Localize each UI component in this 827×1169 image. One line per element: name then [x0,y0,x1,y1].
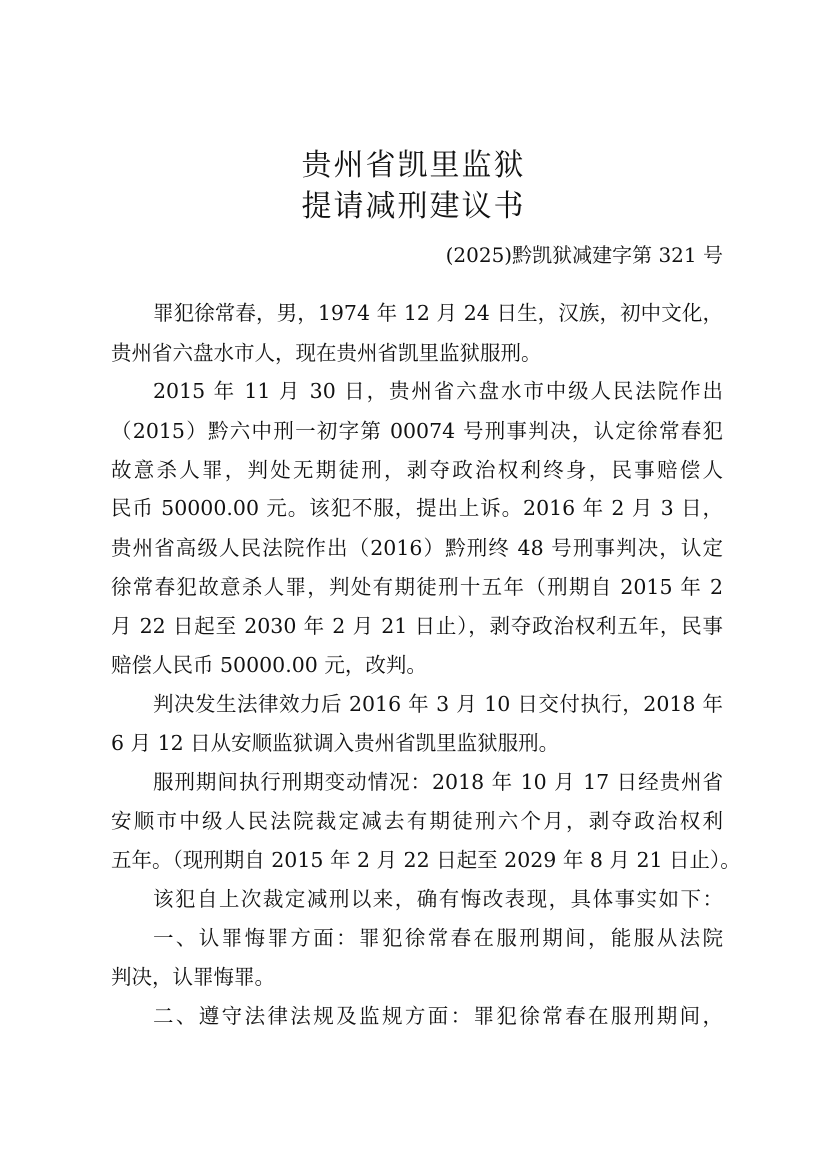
body-line: 五年。（现刑期自 2015 年 2 月 22 日起至 2029 年 8 月 21 日止）。 [111,848,741,872]
body-line: 徐常春犯故意杀人罪，判处有期徒刑十五年（刑期自 2015 年 2 [111,575,723,599]
body-line: （2015）黔六中刑一初字第 00074 号刑事判决，认定徐常春犯 [111,419,723,443]
body-line: 6 月 12 日从安顺监狱调入贵州省凯里监狱服刑。 [111,731,560,755]
body-line: 罪犯徐常春，男，1974 年 12 月 24 日生，汉族，初中文化， [153,301,723,325]
body-line: 二、遵守法律法规及监规方面：罪犯徐常春在服刑期间， [153,1004,723,1028]
document-number: (2025)黔凯狱减建字第 321 号 [445,243,723,267]
body-line: 该犯自上次裁定减刑以来，确有悔改表现，具体事实如下： [153,887,723,911]
body-line: 赔偿人民币 50000.00 元，改判。 [111,653,427,677]
body-line: 月 22 日起至 2030 年 2 月 21 日止），剥夺政治权利五年，民事 [111,614,723,638]
body-line: 判决，认罪悔罪。 [111,965,275,989]
body-line: 贵州省高级人民法院作出（2016）黔刑终 48 号刑事判决，认定 [111,536,723,560]
body-line: 贵州省六盘水市人，现在贵州省凯里监狱服刑。 [111,341,542,365]
title-line-1: 贵州省凯里监狱 [301,148,526,183]
body-line: 故意杀人罪，判处无期徒刑，剥夺政治权利终身，民事赔偿人 [111,458,723,482]
body-line: 安顺市中级人民法院裁定减去有期徒刑六个月，剥夺政治权利 [111,809,723,833]
body-line: 服刑期间执行刑期变动情况：2018 年 10 月 17 日经贵州省 [153,770,723,794]
title-line-2: 提请减刑建议书 [301,189,526,224]
body-line: 一、认罪悔罪方面：罪犯徐常春在服刑期间，能服从法院 [153,926,723,950]
body-line: 判决发生法律效力后 2016 年 3 月 10 日交付执行，2018 年 [153,692,723,716]
body-line: 2015 年 11 月 30 日，贵州省六盘水市中级人民法院作出 [153,379,723,403]
body-line: 民币 50000.00 元。该犯不服，提出上诉。2016 年 2 月 3 日， [111,496,723,520]
